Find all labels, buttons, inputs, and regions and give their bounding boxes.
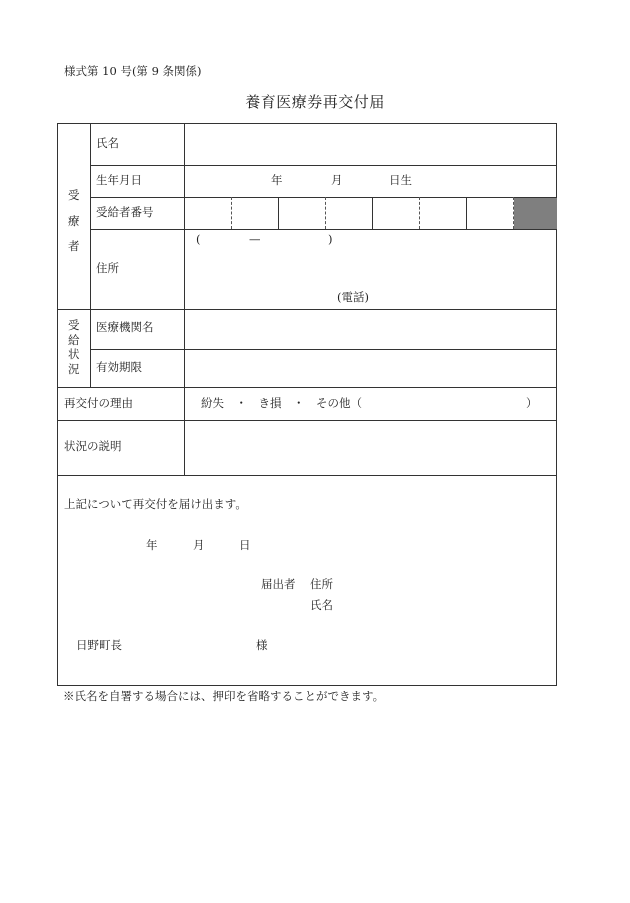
validity-label: 有効期限	[96, 360, 142, 374]
digit-divider	[278, 197, 279, 229]
benefit-group-label: 受 給 状 況	[68, 318, 80, 376]
digit-divider	[372, 197, 373, 229]
reason-label: 再交付の理由	[64, 396, 133, 410]
date-month-unit: 月	[193, 538, 205, 552]
recipient-number-label: 受給者番号	[96, 205, 154, 219]
birth-day-unit: 日生	[389, 173, 412, 187]
row-divider	[58, 309, 557, 310]
date-day-unit: 日	[239, 538, 251, 552]
recipient-group-label: 受 療 者	[68, 188, 80, 253]
form-title: 養育医療券再交付届	[245, 93, 385, 111]
institution-label: 医療機関名	[96, 320, 154, 334]
row-divider	[90, 229, 557, 230]
declaration-statement: 上記について再交付を届け出ます。	[64, 497, 247, 511]
explanation-label: 状況の説明	[64, 439, 122, 453]
row-divider	[58, 475, 557, 476]
digit-divider	[231, 197, 232, 229]
postal-open-paren: (	[196, 232, 201, 246]
digit-divider	[325, 197, 326, 229]
notifier-name-label: 氏名	[310, 598, 333, 612]
label-column-divider	[184, 124, 185, 475]
row-divider	[90, 197, 557, 198]
reason-close-paren: ）	[526, 396, 538, 410]
birth-year-unit: 年	[271, 173, 283, 187]
row-divider	[58, 420, 557, 421]
birth-month-unit: 月	[331, 173, 343, 187]
date-year-unit: 年	[146, 538, 158, 552]
address-label: 住所	[96, 261, 119, 275]
birthdate-label: 生年月日	[96, 173, 142, 187]
row-divider	[58, 387, 557, 388]
notifier-label: 届出者	[261, 577, 296, 591]
shaded-digit-box	[514, 198, 557, 229]
postal-close-paren: )	[328, 232, 333, 246]
honorific: 様	[256, 638, 268, 652]
reason-options: 紛失 ・ き損 ・ その他（	[201, 396, 362, 410]
addressee: 日野町長	[76, 638, 122, 652]
row-divider	[90, 349, 557, 350]
footnote: ※氏名を自署する場合には、押印を省略することができます。	[63, 689, 385, 703]
row-divider	[90, 165, 557, 166]
form-number: 様式第 10 号(第 9 条関係)	[64, 64, 202, 78]
digit-divider	[466, 197, 467, 229]
postal-dash: —	[249, 232, 261, 246]
phone-label: (電話)	[337, 290, 369, 304]
group-column-divider	[90, 124, 91, 387]
name-label: 氏名	[96, 136, 119, 150]
notifier-address-label: 住所	[310, 577, 333, 591]
digit-divider	[419, 197, 420, 229]
